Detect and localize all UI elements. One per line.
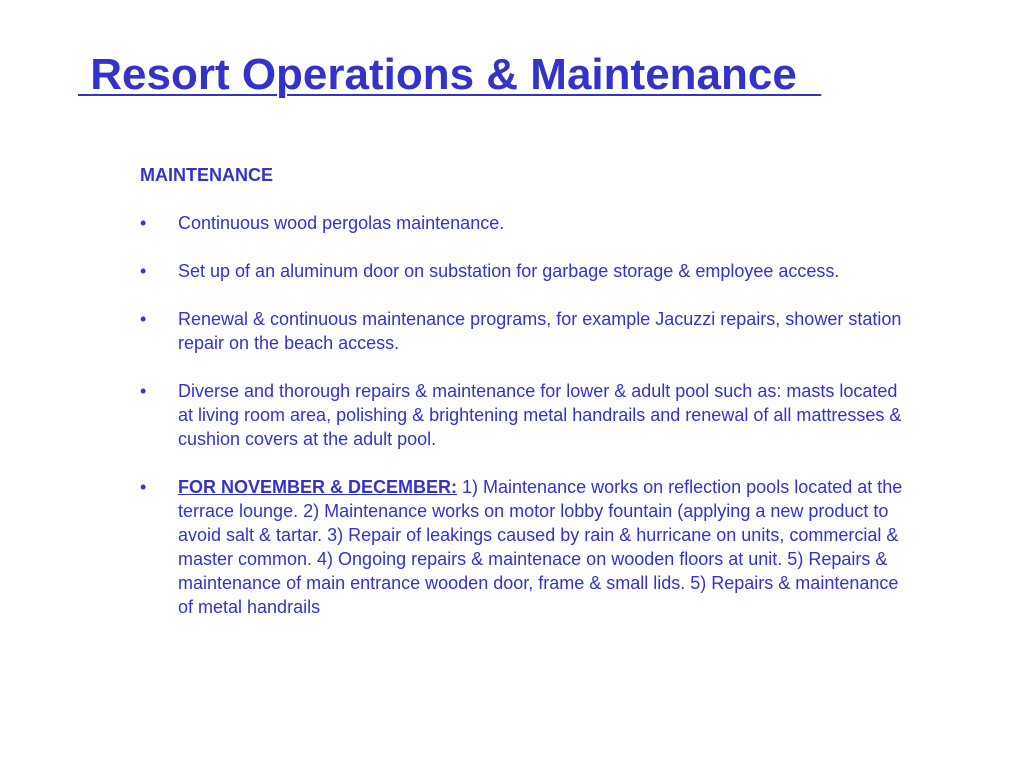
bullet-text: Set up of an aluminum door on substation for garbage storage & employee access. [178,261,840,281]
bullet-item [140,307,910,355]
bullet-text: Diverse and thorough repairs & maintenance for lower & adult pool such as: masts located at living room area, polishing & brightening metal handrails and renewal of all mattresses & cushion covers at the adult pool. [178,381,902,449]
bullet-item [140,211,910,235]
bullet-text: 1) Maintenance works on reflection pools located at the terrace lounge. 2) Maintenance works on motor lobby fountain (applying a new product to avoid salt & tartar. 3) Repair of leakings caused by rain & hurricane on units, commercial & master common. 4) Ongoing repairs & maintenace on wooden floors at unit. 5) Repairs & maintenance of main entrance wooden door, frame & small lids. 5) Repairs & maintenance of metal handrails [178,477,903,617]
bullet-item-november-december [140,475,910,619]
bullet-text: Renewal & continuous maintenance programs, for example Jacuzzi repairs, shower station repair on the beach access. [178,309,902,353]
bullet-marker: • [140,477,147,497]
bullet-marker: • [140,381,147,401]
bullet-highlight: FOR NOVEMBER & DECEMBER: [178,477,458,497]
bullet-marker: • [140,213,147,233]
section-heading: MAINTENANCE [140,165,273,185]
bullet-text: Continuous wood pergolas maintenance. [178,213,505,233]
bullet-marker: • [140,261,147,281]
bullet-marker: • [140,309,147,329]
slide-title: Resort Operations & Maintenance [78,50,822,99]
bullet-item [140,259,910,283]
bullet-item [140,379,910,451]
slide-content [140,163,910,643]
